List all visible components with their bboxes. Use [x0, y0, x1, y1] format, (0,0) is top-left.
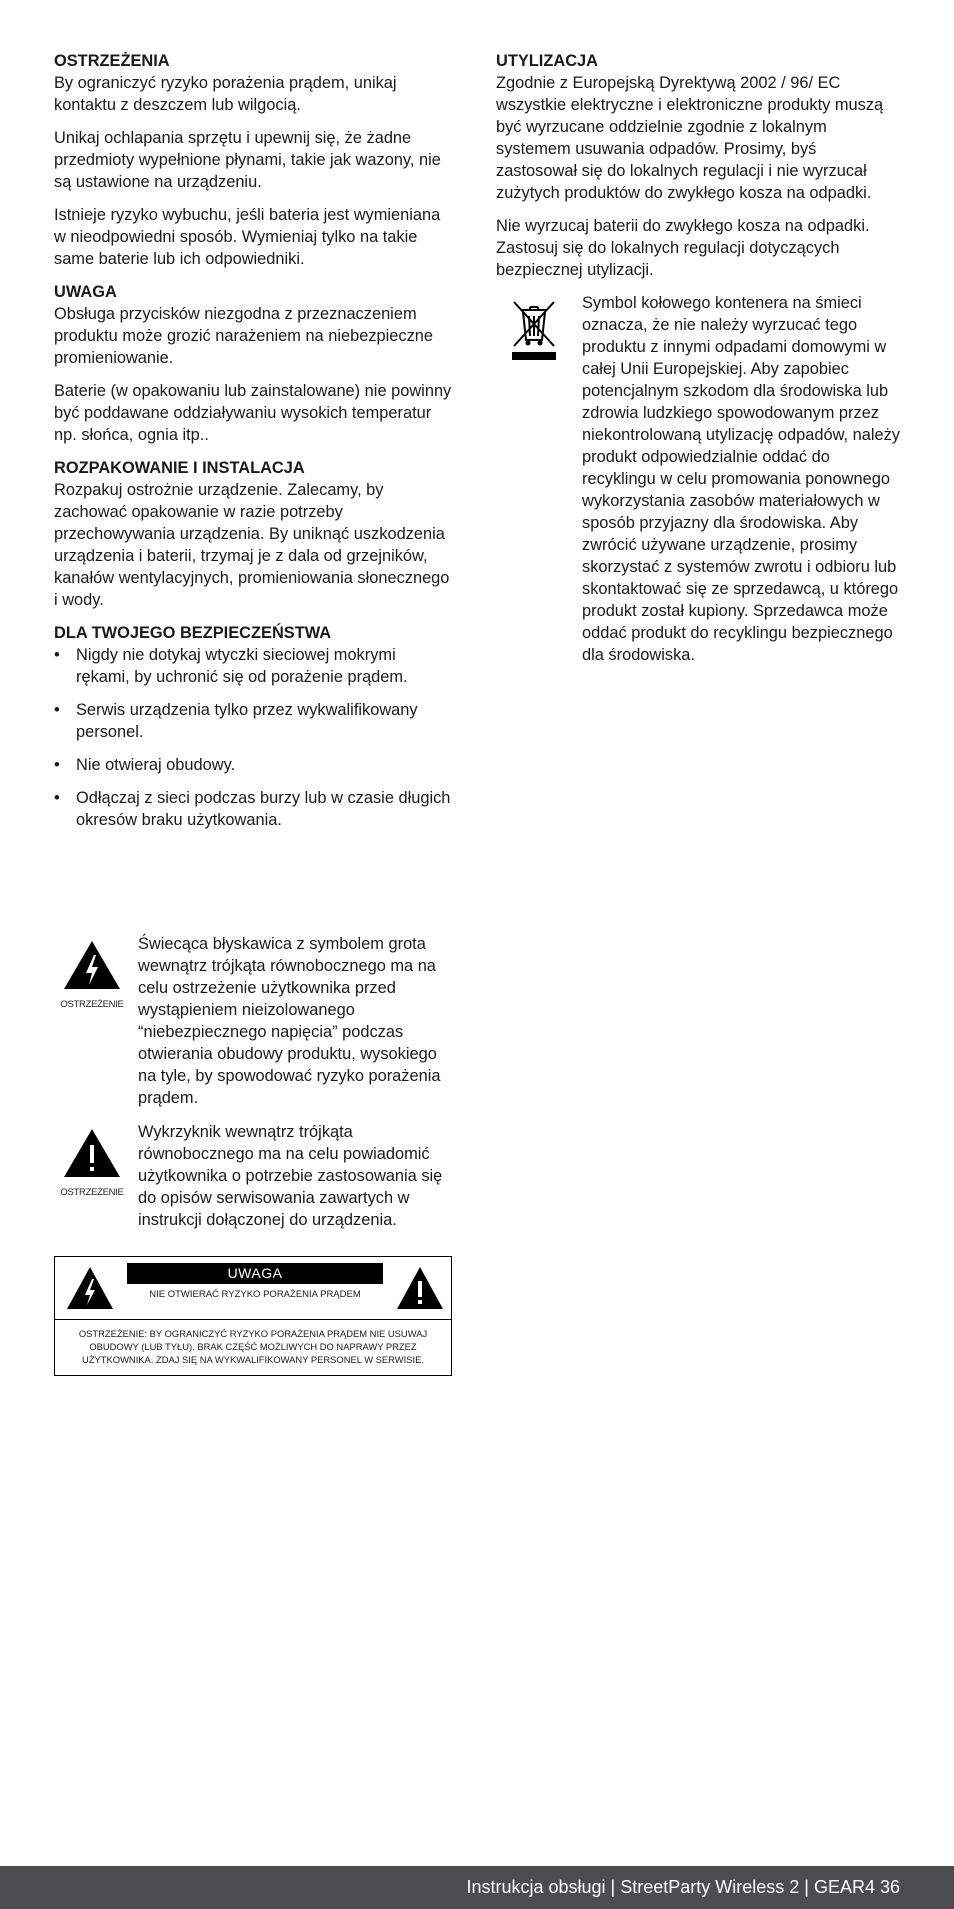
section-bezpieczenstwo [54, 622, 452, 831]
bullet: • [54, 789, 60, 807]
left-column [54, 50, 452, 842]
list-item [54, 644, 452, 688]
caution-box-warning: OSTRZEŻENIE: BY OGRANICZYĆ RYZYKO PORAŻENIA PRĄDEM NIE USUWAJ OBUDOWY (LUB TYŁU). BRAK CZĘŚĆ MOŻLIWYCH DO NAPRAWY PRZEZ UŻYTKOWNIKA. ZDAJ SIĘ NA WYKWALIFIKOWANY PERSONEL W SERWISIE. [78, 1328, 428, 1365]
list-item [54, 787, 452, 831]
section-utylizacja [496, 50, 900, 666]
weee-symbol-block [496, 292, 900, 666]
list-item-text: Serwis urządzenia tylko przez wykwalifikowany personel. [76, 701, 418, 741]
bullet: • [54, 646, 60, 664]
list-item [54, 699, 452, 743]
caution-box [54, 1256, 452, 1376]
warning-lightning [54, 933, 454, 1109]
crossed-bin-icon [510, 298, 558, 362]
warning-icon-group [54, 939, 130, 1011]
warning-icon-group [54, 1127, 130, 1199]
section-heading: OSTRZEŻENIA [54, 52, 170, 70]
footer-text: Instrukcja obsługi | StreetParty Wireless 2 | GEAR4 36 [466, 1877, 900, 1897]
paragraph: Baterie (w opakowaniu lub zainstalowane) nie powinny być poddawane oddziaływaniu wysokich temperatur np. słońca, ognia itp.. [54, 382, 452, 444]
bullet: • [54, 756, 60, 774]
list-item-text: Odłączaj z sieci podczas burzy lub w czasie długich okresów braku użytkowania. [76, 789, 451, 829]
warning-text: Świecąca błyskawica z symbolem grota wewnątrz trójkąta równobocznego ma na celu ostrzeżenie użytkownika przed wystąpieniem nieizolowanego “niebezpiecznego napięcia” podczas otwierania obudowy produktu, wysokiego na tyle, by spowodować ryzyko porażenia prądem. [138, 935, 441, 1107]
section-heading: UWAGA [54, 283, 117, 301]
paragraph: Rozpakuj ostrożnie urządzenie. Zalecamy, by zachować opakowanie w razie potrzeby przechowywania urządzenia. By uniknąć uszkodzenia urządzenia i baterii, trzymaj je z dala od grzejników, kanałów wentylacyjnych, promieniowania słonecznego i wody. [54, 481, 450, 609]
warning-text: Wykrzyknik wewnątrz trójkąta równobocznego ma na celu powiadomić użytkownika o potrzebie zastosowania się do opisów serwisowania zawartych w instrukcji dołączonej do urządzenia. [138, 1123, 443, 1229]
paragraph: Istnieje ryzyko wybuchu, jeśli bateria jest wymieniana w nieodpowiedni sposób. Wymieniaj tylko na takie same baterie lub ich odpowiedniki. [54, 206, 441, 268]
weee-symbol-text: Symbol kołowego kontenera na śmieci oznacza, że nie należy wyrzucać tego produktu z innymi odpadami domowymi w całej Unii Europejskiej. Aby zapobiec potencjalnym szkodom dla środowiska lub zdrowia ludzkiego spowodowanym przez niekontrolowaną utylizację odpadów, należy produkt odpowiedzialnie oddać do recyklingu w celu promowania ponownego wykorzystania zasobów materiałowych w sposób przyjazny dla środowiska. Aby zwrócić używane urządzenie, prosimy skorzystać z systemów zwrotu i odbioru lub skontaktować się ze sprzedawcą, u którego produkt został kupiony. Sprzedawca może oddać produkt do recyklingu bezpiecznego dla środowiska. [582, 294, 901, 664]
list-item-text: Nie otwieraj obudowy. [76, 756, 236, 774]
section-heading: DLA TWOJEGO BEZPIECZEŃSTWA [54, 624, 332, 642]
paragraph: Zgodnie z Europejską Dyrektywą 2002 / 96/ EC wszystkie elektryczne i elektroniczne produkty muszą być wyrzucane oddzielnie zgodnie z lokalnym systemem usuwania odpadów. Prosimy, byś zastosował się do lokalnych regulacji i nie wyrzucał zużytych produktów do zwykłego kosza na odpadki. [496, 74, 884, 202]
caution-box-subtitle: NIE OTWIERAĆ RYZYKO PORAŻENIA PRĄDEM [149, 1289, 361, 1300]
section-rozpakowanie [54, 457, 452, 611]
lightning-triangle-icon [62, 939, 122, 991]
right-column [496, 50, 900, 666]
paragraph: Unikaj ochlapania sprzętu i upewnij się, że żadne przedmioty wypełnione płynami, takie jak wazony, nie są ustawione na urządzeniu. [54, 129, 441, 191]
warning-exclamation [54, 1121, 454, 1231]
caution-box-title: UWAGA [127, 1263, 383, 1284]
section-heading: ROZPAKOWANIE I INSTALACJA [54, 459, 305, 477]
safety-list [54, 644, 452, 831]
warning-caption: OSTRZEŻENIE [60, 1187, 124, 1198]
list-item [54, 754, 452, 776]
list-item-text: Nigdy nie dotykaj wtyczki sieciowej mokrymi rękami, by uchronić się od porażenie prądem. [76, 646, 408, 686]
bullet: • [54, 701, 60, 719]
section-heading: UTYLIZACJA [496, 52, 598, 70]
divider [55, 1319, 451, 1320]
section-uwaga [54, 281, 452, 446]
section-ostrzezenia [54, 50, 452, 270]
paragraph: Obsługa przycisków niezgodna z przeznaczeniem produktu może grozić narażeniem na niebezpieczne promieniowanie. [54, 305, 434, 367]
exclamation-triangle-icon [62, 1127, 122, 1179]
lightning-triangle-icon [65, 1265, 115, 1311]
page-footer [0, 1866, 954, 1909]
warning-caption: OSTRZEŻENIE [60, 999, 124, 1010]
exclamation-triangle-icon [395, 1265, 445, 1311]
paragraph: By ograniczyć ryzyko porażenia prądem, unikaj kontaktu z deszczem lub wilgocią. [54, 74, 397, 114]
paragraph: Nie wyrzucaj baterii do zwykłego kosza na odpadki. Zastosuj się do lokalnych regulacji dotyczących bezpiecznej utylizacji. [496, 217, 870, 279]
